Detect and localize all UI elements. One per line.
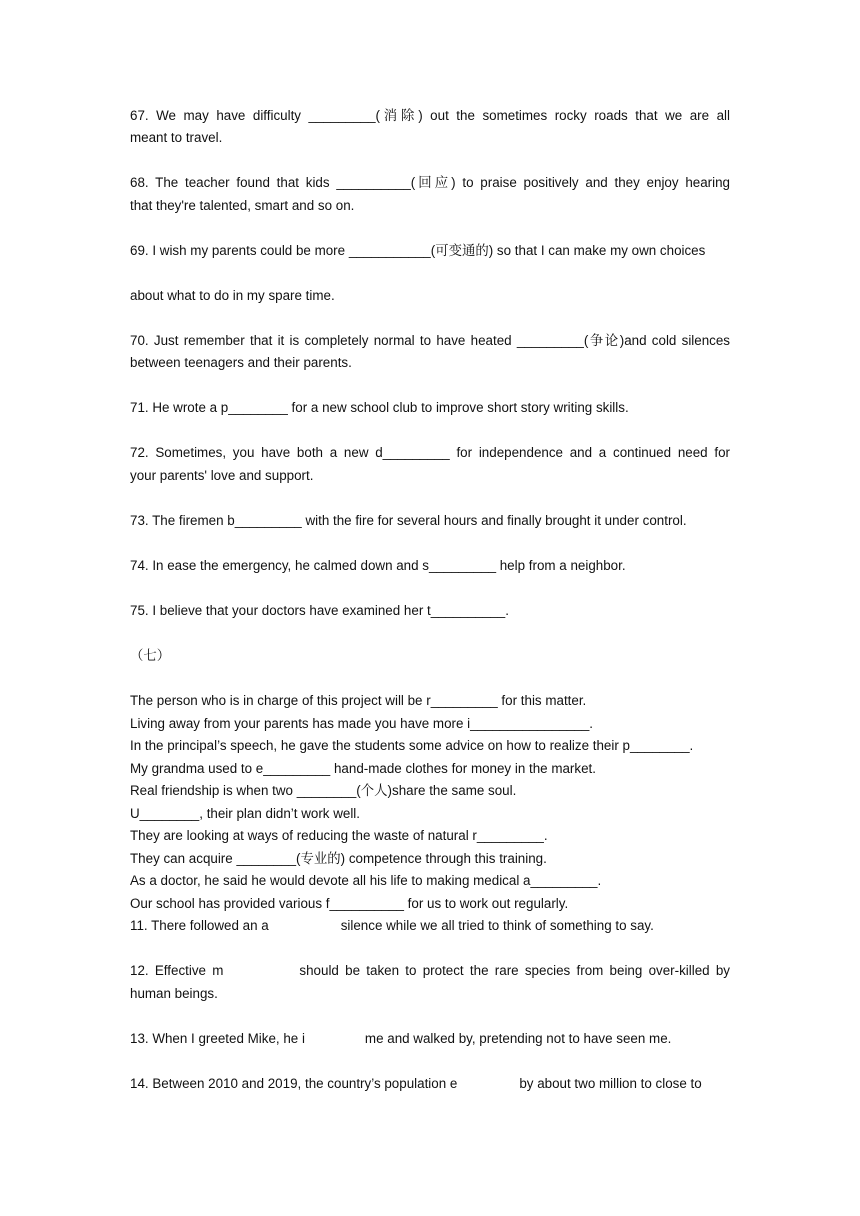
question-13-part-a: 13. When I greeted Mike, he i — [130, 1031, 305, 1046]
question-69-line-1: 69. I wish my parents could be more ___________(可变通的) so that I can make my own choices — [130, 243, 706, 258]
question-11-part-a: 11. There followed an a — [130, 918, 269, 933]
question-69-line-2: about what to do in my spare time. — [130, 288, 335, 303]
question-75: 75. I believe that your doctors have examined her t__________. — [130, 603, 509, 618]
question-68-line-2: that they're talented, smart and so on. — [130, 198, 355, 213]
question-70-line-2: between teenagers and their parents. — [130, 355, 352, 370]
question-67-line-2: meant to travel. — [130, 130, 223, 145]
question-12-part-b: should be taken to protect the rare species from being over-killed by — [299, 963, 730, 978]
question-68-line-1: 68. The teacher found that kids __________(回应) to praise positively and they enjoy hearing — [130, 175, 730, 190]
list-sentence: In the principal’s speech, he gave the students some advice on how to realize their p________. — [130, 738, 694, 753]
question-14-part-b: by about two million to close to — [519, 1076, 702, 1091]
question-12-part-a: 12. Effective m — [130, 963, 224, 978]
list-sentence: My grandma used to e_________ hand-made clothes for money in the market. — [130, 761, 596, 776]
question-73: 73. The firemen b_________ with the fire for several hours and finally brought it under control. — [130, 513, 687, 528]
question-12-line-2: human beings. — [130, 986, 218, 1001]
list-sentence: As a doctor, he said he would devote all his life to making medical a_________. — [130, 873, 602, 888]
list-sentence: They can acquire ________(专业的) competence through this training. — [130, 851, 547, 866]
list-sentence: Living away from your parents has made you have more i________________. — [130, 716, 594, 731]
question-67-line-1: 67. We may have difficulty _________(消除) out the sometimes rocky roads that we are all — [130, 108, 730, 123]
list-sentence: The person who is in charge of this project will be r_________ for this matter. — [130, 693, 587, 708]
question-72-line-1: 72. Sometimes, you have both a new d_________ for independence and a continued need for — [130, 445, 730, 460]
question-13-part-b: me and walked by, pretending not to have seen me. — [364, 1031, 672, 1046]
question-72-line-2: your parents' love and support. — [130, 468, 314, 483]
section-heading: （七） — [130, 648, 171, 663]
question-14 — [130, 1073, 730, 1096]
list-sentence: Real friendship is when two ________(个人)share the same soul. — [130, 783, 517, 798]
list-sentence: They are looking at ways of reducing the waste of natural r_________. — [130, 828, 548, 843]
question-13 — [130, 1028, 730, 1051]
question-70-line-1: 70. Just remember that it is completely normal to have heated _________(争论)and cold silences — [130, 333, 730, 348]
question-11-part-b: silence while we all tried to think of something to say. — [340, 918, 654, 933]
question-74: 74. In ease the emergency, he calmed down and s_________ help from a neighbor. — [130, 558, 626, 573]
question-12-line-1 — [130, 960, 730, 983]
question-14-part-a: 14. Between 2010 and 2019, the country’s population e — [130, 1076, 458, 1091]
list-sentence: Our school has provided various f__________ for us to work out regularly. — [130, 896, 569, 911]
question-71: 71. He wrote a p________ for a new school club to improve short story writing skills. — [130, 400, 629, 415]
list-sentence: U________, their plan didn’t work well. — [130, 806, 361, 821]
question-11 — [130, 915, 730, 938]
